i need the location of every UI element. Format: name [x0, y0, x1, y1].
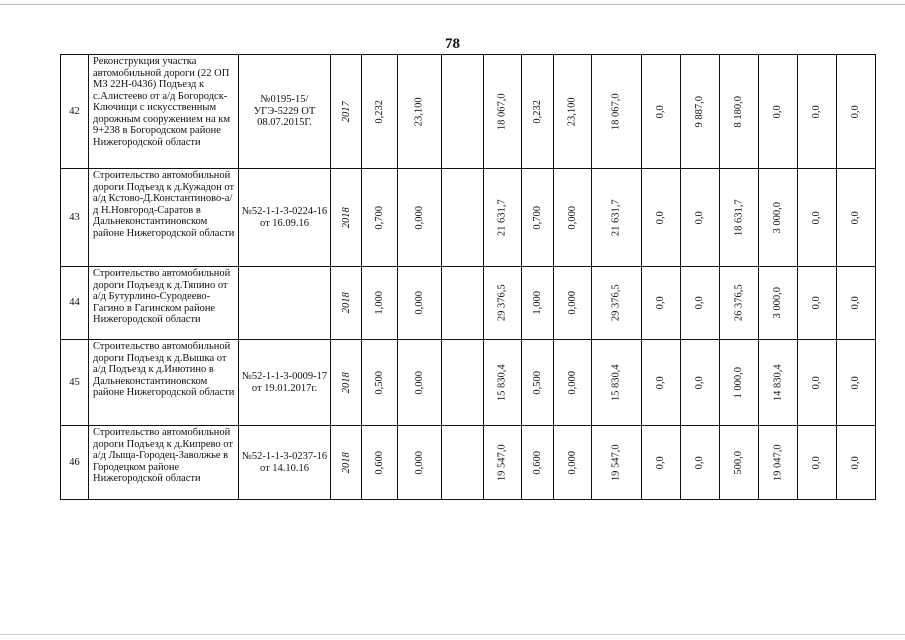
value-cell-6 [554, 426, 592, 500]
value-cell-4 [484, 340, 522, 426]
value-cell-5-text: 0,232 [531, 99, 543, 124]
year-cell-text: 2018 [340, 207, 352, 228]
value-cell-6-text: 0,000 [566, 205, 578, 230]
value-cell-7-text: 18 067,0 [610, 93, 622, 130]
value-cell-10 [720, 340, 759, 426]
top-scan-rule [0, 4, 905, 5]
year-cell-text: 2018 [340, 372, 352, 393]
value-cell-8 [642, 426, 681, 500]
value-cell-8 [642, 55, 681, 169]
project-description: Строительство автомобильной дороги Подъезд к д.Тяпино от а/д Бутурлино-Суродеево-Гагино в Гагинском районе Нижегородской области [89, 267, 239, 340]
value-cell-10 [720, 169, 759, 267]
value-cell-13 [837, 55, 876, 169]
value-cell-12 [798, 55, 837, 169]
value-cell-6 [554, 340, 592, 426]
row-number: 45 [61, 340, 89, 426]
value-cell-7-text: 21 631,7 [610, 199, 622, 236]
value-cell-7-text: 19 547,0 [610, 444, 622, 481]
value-cell-7 [592, 340, 642, 426]
value-cell-9-text: 0,0 [694, 210, 706, 225]
value-cell-6 [554, 169, 592, 267]
row-number: 44 [61, 267, 89, 340]
value-cell-6-text: 23,100 [566, 97, 578, 126]
table-row [61, 267, 876, 340]
bottom-scan-rule [0, 634, 905, 635]
value-cell-4-text: 19 547,0 [496, 444, 508, 481]
value-cell-9 [681, 340, 720, 426]
value-cell-7-text: 29 376,5 [610, 284, 622, 322]
value-cell-12-text: 0,0 [811, 104, 823, 119]
value-cell-13-text: 0,0 [850, 455, 862, 470]
value-cell-2-text: 0,000 [413, 450, 425, 475]
year-cell-text: 2017 [340, 101, 352, 122]
value-cell-12-text: 0,0 [811, 296, 823, 310]
value-cell-5 [522, 426, 554, 500]
value-cell-13 [837, 267, 876, 340]
value-cell-2-text: 0,000 [413, 291, 425, 315]
table-row [61, 55, 876, 169]
value-cell-4 [484, 169, 522, 267]
value-cell-9-text: 0,0 [694, 296, 706, 310]
value-cell-2 [398, 267, 442, 340]
value-cell-5-text: 1,000 [531, 291, 543, 315]
project-description: Строительство автомобильной дороги Подъезд к д.Кужадон от а/д Кстово-Д.Константиново-а/д Н.Новгород-Саратов в Дальнеконстантиновском районе Нижегородской области [89, 169, 239, 267]
value-cell-4 [484, 267, 522, 340]
value-cell-11-text: 14 830,4 [772, 364, 784, 401]
value-cell-3 [442, 426, 484, 500]
value-cell-1 [362, 55, 398, 169]
value-cell-9 [681, 169, 720, 267]
value-cell-5 [522, 55, 554, 169]
expertise-document [239, 267, 331, 340]
value-cell-12 [798, 267, 837, 340]
value-cell-11 [759, 340, 798, 426]
value-cell-2 [398, 55, 442, 169]
expertise-document: №52-1-1-3-0237-16 от 14.10.16 [239, 426, 331, 500]
value-cell-8-text: 0,0 [655, 375, 667, 390]
value-cell-4 [484, 55, 522, 169]
value-cell-6 [554, 55, 592, 169]
value-cell-11-text: 0,0 [772, 104, 784, 119]
value-cell-9 [681, 55, 720, 169]
row-number: 42 [61, 55, 89, 169]
value-cell-10-text: 8 180,0 [733, 95, 745, 128]
value-cell-10 [720, 267, 759, 340]
value-cell-7 [592, 267, 642, 340]
value-cell-2-text: 0,000 [413, 370, 425, 395]
value-cell-5 [522, 340, 554, 426]
value-cell-12 [798, 340, 837, 426]
value-cell-1 [362, 426, 398, 500]
value-cell-4-text: 21 631,7 [496, 199, 508, 236]
year-cell [331, 340, 362, 426]
value-cell-7 [592, 426, 642, 500]
row-number: 46 [61, 426, 89, 500]
value-cell-13 [837, 340, 876, 426]
value-cell-8 [642, 340, 681, 426]
value-cell-12 [798, 169, 837, 267]
value-cell-5 [522, 267, 554, 340]
value-cell-5-text: 0,600 [531, 450, 543, 475]
value-cell-13-text: 0,0 [850, 375, 862, 390]
year-cell [331, 55, 362, 169]
value-cell-5-text: 0,700 [531, 205, 543, 230]
value-cell-2 [398, 340, 442, 426]
value-cell-13 [837, 169, 876, 267]
value-cell-1-text: 0,500 [373, 370, 385, 395]
value-cell-1-text: 0,700 [373, 205, 385, 230]
value-cell-11 [759, 267, 798, 340]
value-cell-2 [398, 426, 442, 500]
value-cell-4 [484, 426, 522, 500]
value-cell-6-text: 0,000 [566, 450, 578, 475]
value-cell-11-text: 3 000,0 [772, 201, 784, 234]
value-cell-13-text: 0,0 [850, 210, 862, 225]
value-cell-9-text: 0,0 [694, 455, 706, 470]
value-cell-9 [681, 426, 720, 500]
value-cell-6 [554, 267, 592, 340]
value-cell-10 [720, 55, 759, 169]
value-cell-2-text: 23,100 [413, 97, 425, 126]
value-cell-10-text: 26 376,5 [733, 284, 745, 322]
value-cell-8-text: 0,0 [655, 104, 667, 119]
value-cell-8-text: 0,0 [655, 296, 667, 310]
value-cell-11 [759, 169, 798, 267]
value-cell-10-text: 1 000,0 [733, 366, 745, 399]
value-cell-10-text: 18 631,7 [733, 199, 745, 236]
value-cell-3 [442, 169, 484, 267]
row-number: 43 [61, 169, 89, 267]
value-cell-13 [837, 426, 876, 500]
value-cell-12-text: 0,0 [811, 375, 823, 390]
value-cell-11 [759, 426, 798, 500]
value-cell-7 [592, 55, 642, 169]
value-cell-11-text: 3 000,0 [772, 287, 784, 319]
value-cell-3 [442, 340, 484, 426]
value-cell-12 [798, 426, 837, 500]
year-cell-text: 2018 [340, 452, 352, 473]
value-cell-2-text: 0,000 [413, 205, 425, 230]
expertise-document: №52-1-1-3-0224-16 от 16.09.16 [239, 169, 331, 267]
value-cell-4-text: 18 067,0 [496, 93, 508, 130]
value-cell-6-text: 0,000 [566, 370, 578, 395]
value-cell-9-text: 9 887,0 [694, 95, 706, 128]
value-cell-1-text: 0,600 [373, 450, 385, 475]
value-cell-11-text: 19 047,0 [772, 444, 784, 481]
year-cell [331, 426, 362, 500]
year-cell-text: 2018 [340, 292, 352, 314]
value-cell-10-text: 500,0 [733, 450, 745, 475]
table-row [61, 340, 876, 426]
value-cell-11 [759, 55, 798, 169]
value-cell-4-text: 29 376,5 [496, 284, 508, 322]
year-cell [331, 267, 362, 340]
project-description: Строительство автомобильной дороги Подъезд к д.Вышка от а/д Подъезд к д.Инютино в Дальнеконстантиновском районе Нижегородской области [89, 340, 239, 426]
expertise-document: №0195-15/УГЭ-5229 ОТ 08.07.2015Г. [239, 55, 331, 169]
value-cell-8 [642, 169, 681, 267]
value-cell-5-text: 0,500 [531, 370, 543, 395]
value-cell-9-text: 0,0 [694, 375, 706, 390]
project-description: Реконструкция участка автомобильной дороги (22 ОП МЗ 22Н-0436) Подъезд к с.Алистеево от а/д Богородск-Ключищи с искусственным дорожным сооружением на км 9+238 в Богородском районе Нижегородской области [89, 55, 239, 169]
value-cell-7-text: 15 830,4 [610, 364, 622, 401]
page-number: 78 [445, 36, 460, 52]
value-cell-8-text: 0,0 [655, 455, 667, 470]
value-cell-12-text: 0,0 [811, 455, 823, 470]
value-cell-8 [642, 267, 681, 340]
project-description: Строительство автомобильной дороги Подъезд к д.Кипрево от а/д Лыща-Городец-Заволжье в Городецком районе Нижегородской области [89, 426, 239, 500]
value-cell-7 [592, 169, 642, 267]
table-row [61, 169, 876, 267]
expertise-document: №52-1-1-3-0009-17 от 19.01.2017г. [239, 340, 331, 426]
value-cell-1-text: 1,000 [373, 291, 385, 315]
value-cell-9 [681, 267, 720, 340]
value-cell-13-text: 0,0 [850, 104, 862, 119]
value-cell-5 [522, 169, 554, 267]
road-projects-table [60, 54, 876, 500]
year-cell [331, 169, 362, 267]
table-row [61, 426, 876, 500]
value-cell-1 [362, 267, 398, 340]
value-cell-2 [398, 169, 442, 267]
value-cell-1 [362, 340, 398, 426]
value-cell-3 [442, 267, 484, 340]
value-cell-10 [720, 426, 759, 500]
value-cell-3 [442, 55, 484, 169]
value-cell-4-text: 15 830,4 [496, 364, 508, 401]
value-cell-1-text: 0,232 [373, 99, 385, 124]
value-cell-12-text: 0,0 [811, 210, 823, 225]
value-cell-8-text: 0,0 [655, 210, 667, 225]
value-cell-6-text: 0,000 [566, 291, 578, 315]
value-cell-13-text: 0,0 [850, 296, 862, 310]
value-cell-1 [362, 169, 398, 267]
